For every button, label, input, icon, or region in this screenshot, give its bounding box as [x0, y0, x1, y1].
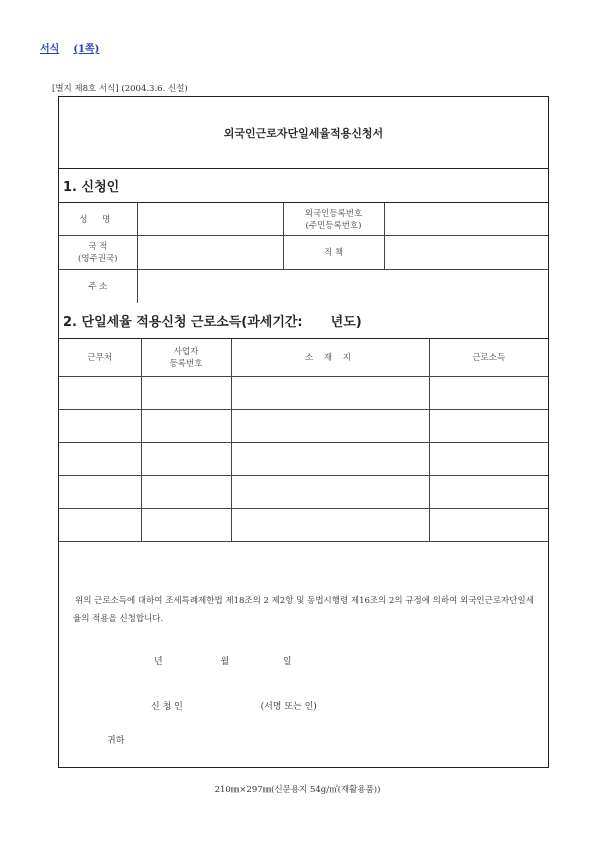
signature-label: (서명 또는 인): [260, 702, 317, 712]
biz-reg-cell[interactable]: [141, 508, 231, 541]
workplace-cell[interactable]: [59, 508, 141, 541]
location-cell[interactable]: [231, 376, 429, 409]
nationality-label-line2: (영주권국): [78, 254, 118, 264]
name-field[interactable]: [137, 203, 283, 235]
date-line: [154, 654, 292, 667]
location-cell[interactable]: [231, 475, 429, 508]
position-label: 직 책: [283, 235, 384, 269]
nationality-field[interactable]: [137, 235, 283, 269]
foreign-reg-label-line1: 외국인등록번호: [304, 208, 363, 219]
workplace-cell[interactable]: [59, 475, 141, 508]
location-cell[interactable]: [231, 508, 429, 541]
col-income: 근로소득: [429, 339, 548, 376]
day-label: 일: [282, 657, 292, 667]
location-cell[interactable]: [231, 409, 429, 442]
workplace-cell[interactable]: [59, 376, 141, 409]
table-row: [59, 508, 548, 541]
nationality-label-line1: 국 적: [88, 242, 108, 252]
workplace-cell[interactable]: [59, 409, 141, 442]
section1-heading: 1. 신청인: [59, 169, 548, 203]
month-label: 월: [220, 657, 230, 667]
income-cell[interactable]: [429, 442, 548, 475]
col-biz-reg-line2: 등록번호: [169, 359, 203, 370]
address-field[interactable]: [137, 269, 548, 303]
location-cell[interactable]: [231, 442, 429, 475]
page-label[interactable]: (1쪽): [73, 44, 100, 55]
form-label[interactable]: 서식: [40, 44, 60, 55]
biz-reg-cell[interactable]: [141, 442, 231, 475]
name-label: 성 명: [59, 203, 137, 235]
income-table: [59, 339, 548, 542]
income-cell[interactable]: [429, 409, 548, 442]
form-title: 외국인근로자단일세율적용신청서: [59, 97, 548, 169]
form-page-link[interactable]: [40, 40, 99, 55]
income-cell[interactable]: [429, 508, 548, 541]
applicant-line: [151, 699, 317, 712]
paper-spec-footer: 210㎜×297㎜(신문용지 54g/㎡(재활용품)): [214, 785, 381, 795]
addressee: 귀하: [107, 736, 125, 746]
address-label: 주 소: [59, 269, 137, 303]
biz-reg-cell[interactable]: [141, 409, 231, 442]
declaration-statement: 위의 근로소득에 대하여 조세특례제한법 제18조의 2 제2항 및 동법시행령 제16조의 2의 규정에 의하여 외국인근로자단일세율의 적용을 신청합니다.: [73, 596, 534, 624]
foreign-reg-label: [283, 203, 384, 235]
year-label: 년: [154, 657, 163, 667]
workplace-cell[interactable]: [59, 442, 141, 475]
position-field[interactable]: [384, 235, 548, 269]
biz-reg-cell[interactable]: [141, 376, 231, 409]
income-cell[interactable]: [429, 376, 548, 409]
section2-heading-prefix: 2. 단일세율 적용신청 근로소득(과세기간:: [63, 315, 303, 330]
applicant-table: [59, 203, 548, 303]
section2-heading: [59, 303, 548, 339]
applicant-label: 신 청 인: [151, 702, 183, 712]
col-biz-reg-line1: 사업자: [173, 347, 199, 358]
table-row: [59, 475, 548, 508]
table-row: [59, 409, 548, 442]
col-location: 소 재 지: [231, 339, 429, 376]
foreign-reg-field[interactable]: [384, 203, 548, 235]
biz-reg-cell[interactable]: [141, 475, 231, 508]
section2-heading-suffix: 년도): [330, 315, 362, 330]
form-reference: [별지 제8호 서식] (2004.3.6. 신설): [52, 84, 188, 94]
foreign-reg-label-line2: (주민등록번호): [305, 220, 362, 231]
income-cell[interactable]: [429, 475, 548, 508]
table-row: [59, 442, 548, 475]
nationality-label: [59, 235, 137, 269]
table-row: [59, 376, 548, 409]
col-biz-reg: [141, 339, 231, 376]
application-form: [58, 96, 549, 768]
col-workplace: 근무처: [59, 339, 141, 376]
